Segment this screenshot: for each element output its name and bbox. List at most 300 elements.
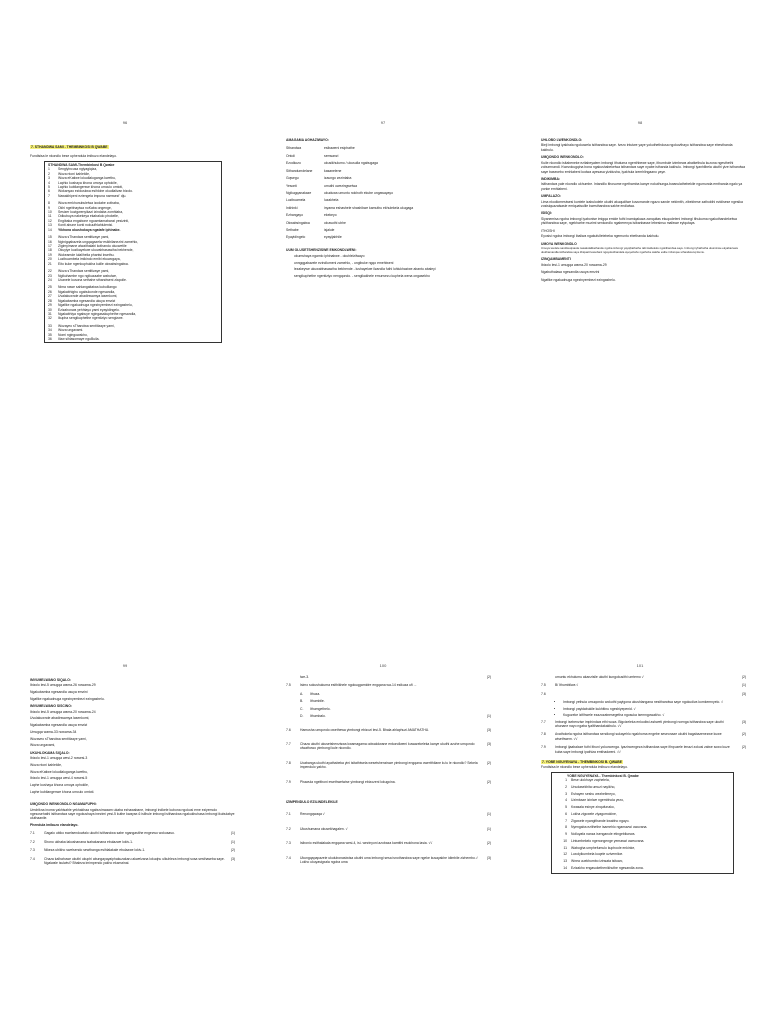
section-lines — [30, 710, 235, 748]
line-number: 2 — [565, 785, 567, 790]
line-text: Nawakhipeni eziengela impuna namwezi' dju. — [58, 193, 127, 198]
idioms-list — [286, 254, 481, 278]
line-number: 1 — [565, 778, 567, 783]
vocab-row — [286, 161, 481, 165]
vocab-meaning: semsanzi — [324, 153, 339, 158]
question — [30, 831, 235, 835]
answer-text: Imbongi isebenzise imphindwa ethi woza. Bigcizeleka enkodiwi ashweti yimbongi ncenga isithandwa saye ukuthi ahunane nayo ngaba iyalithandakakhulu. √√ — [555, 719, 724, 728]
line-number: 4 — [565, 798, 567, 803]
section-heading: ITHOSHI — [541, 228, 555, 233]
question-marks — [483, 683, 491, 687]
line-number: 5 — [48, 184, 50, 189]
line-text: Woza ungavami. — [58, 328, 84, 333]
answer — [286, 856, 491, 865]
excerpt-line: Wozaveo sThandwa sentitizaye yami, — [30, 736, 87, 741]
line-text: Uvalakuwnde abadinwamya lasenkomi, — [58, 294, 118, 299]
line-text: Kwasala esinye zinqufunako, — [571, 805, 615, 810]
line-text: Ngakabhighu ogabukonde ngesandla, — [58, 289, 116, 294]
line-number: 6 — [565, 811, 567, 816]
section-text: Lima nkodlomesiwesi kuntele izabulodele ukuthi akuqudilwe kuvumande ngazo sande nekimith, zibekhese zathokthi ezidisese ngesika zosisiquazalsasle emiquatsulile kwesthandwa sakhe endlalwa. — [541, 199, 743, 209]
section-heading: ISISQI: — [541, 211, 553, 216]
section-heading: UMFALAZO: — [541, 194, 561, 199]
vocab-term: Yesonti — [286, 183, 297, 188]
answer — [541, 732, 746, 741]
poem-intro: Fundisisa le nkondlo bese uphendula imibuzo elandelayo. — [541, 765, 628, 770]
page-number: 101 — [636, 663, 644, 668]
line-text: Nima nawe sahlangaitatwa kubulilango — [58, 285, 117, 290]
vocab-term: Luzibuamela — [286, 198, 306, 203]
excerpt-line: Woza eKatiwe lokudlaluganga kwethu, — [30, 769, 88, 774]
section-heading: IMVUMELWANO SIQALO: — [30, 678, 72, 682]
section-heading: INDIKIMBA: — [541, 176, 561, 181]
vocab-row — [286, 191, 481, 195]
questions-heading: Phendula imibuzo elandelayo. — [30, 822, 79, 827]
answer-option — [300, 707, 491, 711]
excerpt-line: Ibizolo lesi-5 umugqa wama-20 nowama-24 — [30, 709, 96, 714]
poem-box-title: STHANDWA SAMI-Thembinkosi B Qwabe — [48, 162, 115, 167]
line-number: 12 — [563, 852, 567, 857]
excerpt-lines — [541, 263, 746, 282]
vocab-meaning: esibaweni esiphathe — [324, 146, 355, 151]
question-marks: (2) — [486, 675, 491, 679]
line-number: 5 — [565, 805, 567, 810]
line-number: 15 — [48, 235, 52, 240]
line-number: 33 — [48, 323, 52, 328]
line-number: 24 — [48, 277, 52, 282]
line-text: Okhi ngebhayiwa noKaba ongenge, — [58, 205, 112, 210]
poem-lines — [555, 778, 730, 870]
question-number: 7.2 — [30, 839, 35, 844]
line-number: 14 — [48, 227, 52, 232]
line-text: Bese ulokhuye zaphelela, — [571, 778, 610, 783]
answer-marks: (3) — [486, 855, 491, 860]
question-number: 7.6 — [286, 727, 291, 732]
question-marks: (1) — [230, 839, 235, 844]
line-number: 20 — [48, 257, 52, 262]
question-text: Shono ukhaka lakushanana isahakanana ebulazwe lokiv-1. — [44, 839, 133, 844]
poem-line — [555, 852, 730, 856]
line-text: Eito kuke ngenkuphukha kulile okwabsingalwa. — [58, 261, 129, 266]
section-text: Kuile nkondlo isitabeneke ezitabeyalem imbongi ithutuma ngenthbewe saye, ithumbule izimbewa abatkethula kuzona ngesthethi zobumnandi. Kwezokugqina bona ngakushabekelwa isthandwa saye nyabe isthanda kakhulu. Imbongi iyanhlibela ukuthi yize isthandwa saye basecebo emhlabeni kodwa ayesasa yizidusha, iyakhula izemhlingaano yaye. — [541, 160, 745, 174]
line-number: 29 — [48, 303, 52, 308]
summary-text: Umdrikna inoma yakhisahle yekhakhaa ngabuvinwaam ukaba ezhawabane, imbongi indkele kubona ngokusi eme eziyemolo ngesosehathi isithandwa saye ngokushaya inezimi yesi-5 kuthe kwayse-6 isilhule imbongi isithandwa ngakukhuhasa imbongi ikubulabye uluthaanile. — [30, 807, 235, 821]
line-number: 16 — [48, 239, 52, 244]
question — [286, 780, 491, 784]
line-number: 3 — [565, 791, 567, 796]
line-number: 26 — [48, 289, 52, 294]
page-100 — [286, 675, 491, 945]
line-number: 4 — [48, 180, 50, 185]
line-text: Wozayeo sThandwa sentitizaye yami, — [58, 323, 115, 328]
section-heading: IMVUMELWANO SISCINO: — [30, 704, 73, 709]
answer-number: 7.8 — [541, 732, 546, 737]
line-text: Ikupha sengikuphethe ngentiziyo sengizwe. — [58, 316, 124, 321]
line-text: Nginigqabazela ungqagazelw esikhilanezini zamehlo, — [58, 239, 139, 244]
line-number: 30 — [48, 307, 52, 312]
section-lines — [30, 756, 235, 794]
vocab-term: Sthandwa — [286, 146, 302, 151]
vocab-term: Inkhinki — [286, 205, 298, 210]
question-list — [30, 831, 235, 865]
line-text: Luxolyikumbela kuqele uzivemiloe. — [571, 852, 624, 857]
excerpt-line: Woza ungavami, — [30, 743, 56, 748]
vocab-table — [286, 146, 481, 239]
question-text: Isimo sokushukuma esithikhele ngokuqgarnidre engqana wa-14 esikuza ufi ... — [300, 683, 417, 688]
line-number: 11 — [48, 214, 52, 219]
section-heading: UHLOBO LWENKONDLO: — [541, 138, 583, 142]
vocab-term: Ngikugqanakaze — [286, 190, 312, 195]
section-lines — [30, 683, 235, 701]
vocab-row — [286, 184, 481, 188]
vocab-meaning: kasanelene — [324, 168, 342, 173]
answer-number — [541, 675, 555, 679]
section-heading: IZINQAMBAMENTI — [541, 257, 571, 262]
line-number: 10 — [48, 210, 52, 215]
vocab-row — [286, 169, 481, 173]
line-text: Nomi ngingowakho, — [58, 332, 88, 337]
line-number: 3 — [48, 176, 50, 181]
idiom-item: • lezakeywe ukuwabhasawiha bekhende - lushayelwe ilzandla futhi luhlukhaziwe abantu abaleyi — [294, 267, 481, 271]
question-text: Gagalo ubiko swelsendowlalo ukuthi isithandwa sabe ngangasithe engezwo wokusaso. — [44, 831, 175, 836]
answer-marks: (3) — [741, 691, 746, 696]
answer-number: 7.7 — [541, 719, 546, 724]
option-letter: B. — [300, 699, 304, 704]
question-marks: (1) — [230, 831, 235, 836]
poem-line — [555, 846, 730, 850]
line-number: 17 — [48, 244, 52, 249]
section-heading: UKUHLOKAMA SIQALO: — [30, 750, 70, 755]
vocab-row — [286, 176, 481, 180]
question-number: 7.8 — [286, 760, 291, 765]
line-number: 28 — [48, 298, 52, 303]
line-text: Luzibuambela imikindo emibi ekuwogaya, — [58, 257, 121, 262]
line-text: Ngikuhambe ngo ngikuzaabe wabulwe, — [58, 273, 117, 278]
answer — [286, 841, 491, 845]
line-text: Wokanyao eziduskwa esihlobe okudlalivan bizolo. — [58, 189, 133, 194]
section-heading: UMQONDO WENKONDLO NGAMAFUPHI: — [30, 802, 97, 807]
answer-number: 7.5 — [541, 683, 546, 688]
page-number: 96 — [122, 120, 128, 125]
poem-intro: Fundisisa le nkondlo bese uphendula imibuzo elandelayo. — [30, 154, 117, 159]
answer-text: Ukungqapapazeie ukulubonasiwisa ukuthi uma imbongi sesa isnothandwa saye ngeke kusayakhe idimbile zizhembo.√ Lokho ukuyasigxala ngoba uma — [300, 855, 478, 865]
answer-bullet: • Imbongi yayidabukile kukhitinu ngeshiyepenid. √ — [563, 707, 746, 711]
answer-option — [300, 692, 491, 696]
excerpt-line: Laphe kushaya khona umoya ophokile, — [30, 783, 89, 788]
line-number: 22 — [48, 269, 52, 274]
page-number: 98 — [637, 120, 643, 125]
vocab-row — [286, 206, 481, 210]
poem-line — [555, 812, 730, 816]
answer-number: 7.3 — [286, 841, 291, 846]
question — [286, 683, 491, 687]
line-text: Wukeamde lulalihelia phantsi kwethu. — [58, 252, 115, 257]
answer-list — [286, 812, 491, 864]
line-text: Ilizw sihlasomaye nguBuila. — [58, 337, 100, 342]
answer-number: 7.2 — [286, 826, 291, 831]
question — [286, 728, 491, 732]
excerpt-line: Ngafike ngakudnuga ngezinyembezi ezingashelu. — [30, 696, 105, 701]
line-number: 8 — [48, 201, 50, 206]
line-number: 32 — [48, 316, 52, 321]
line-number: 27 — [48, 294, 52, 299]
answer-number: 7.6 — [541, 691, 546, 696]
vocab-term: Ezhangayo — [286, 213, 303, 218]
question-text: Chaza ukuthi ukusetshenziswa kwamagama odwalolwane enkondlweni kuwazekeleka kanye ukuthi azuhe umqondo olwathowo yimbongi kule nkondlo. — [300, 741, 475, 751]
excerpt-line: Uvulakuwnde abadinwamya lasenkomi, — [30, 716, 90, 721]
answer-marks: (2) — [741, 732, 746, 737]
section-heading: UMQONDO WENKONDLO: — [541, 155, 584, 160]
line-number: 19 — [48, 252, 52, 257]
question-number: 7.9 — [286, 779, 291, 784]
line-number: 7 — [565, 818, 567, 823]
answer-text: Imbongi ijaabalaze futhi ithuni yokuncenga. Iyazincengeza isithandwa saye ifinpuzele lenazi zokusi zalwe sowo kuze kuba saye imbongi ipathiza emthadweni. √√ — [555, 745, 730, 754]
line-number: 14 — [563, 865, 567, 870]
answer-text: Isibonio esithalakala engqana wesi-4, isi- wezinyoni azobaza kamtthi esokhona lasia. √√ — [300, 841, 433, 846]
line-text: Yikhona okushokaya ngatafe iphinabe. — [58, 227, 121, 232]
vocab-term: Sethabe — [286, 228, 299, 233]
poem-line — [555, 832, 730, 836]
vocab-meaning: ukuduwa umuntu nokhoth ekube ungawayayo — [324, 190, 393, 195]
vocab-meaning: izaungo zezintaba — [324, 176, 352, 181]
line-text: Woza eKatiwe lokudlaluganga kwethu, — [58, 176, 116, 181]
answer-marks: (1) — [741, 683, 746, 688]
answer-number: 7.1 — [286, 812, 291, 817]
section-text: Eyosisi ngoba imbongi ibaliwa ngakufulletebeka ngemuntu ebethanda kakhulu. — [541, 234, 660, 239]
page-99 — [30, 675, 235, 935]
vocab-term: Ontoli — [286, 153, 295, 158]
section-text: Umoya wudele sandisuqinaula nasakulatlkethande ngoba imbongi yayiqhathethe tabi kuklekulu ngokthandwa saye. Imbongi iyhathutha ukuminwe ekyabazuwa ukuthamandla isithandwa saye iibiquatt lessobani ngayokuthandela ayeyehaho ngethobe wakhe esibe imfunque uthandwenq ikumu. — [541, 246, 738, 254]
line-number: 23 — [48, 273, 52, 278]
line-text: Ngakabamba ngesandia ukuya emzizi — [58, 298, 116, 303]
answer-list — [541, 675, 746, 754]
poem-box-title: YOBE NGUYENAYA - Thembinkosi B. Qwabe — [567, 773, 639, 778]
excerpt-line: Ngabuthalasa ngesandla usuya emzini — [541, 270, 600, 275]
question-marks: (3) — [486, 727, 491, 732]
answer-option — [300, 699, 491, 703]
poem-line — [48, 337, 218, 341]
question-marks: (2) — [486, 760, 491, 765]
vocab-row — [286, 213, 481, 217]
line-number: 9 — [565, 832, 567, 837]
question-number: 7.3 — [30, 848, 35, 853]
poem-line — [555, 778, 730, 782]
line-number: 6 — [48, 189, 50, 194]
answer-marks: (1) — [486, 812, 491, 817]
line-text: Konti abune konti nokuufhlahlulenisi. — [58, 223, 114, 228]
page-number: 97 — [380, 120, 386, 125]
line-text: Sengiyincusa ngiyagiqiza, — [58, 167, 98, 172]
excerpt-line: Laphe kubilangenwe khona umculo omtoti. — [30, 789, 95, 794]
vocab-row — [286, 221, 481, 225]
answer-text: Ukushumana okusekhagalen. √ — [300, 826, 348, 831]
question — [30, 857, 235, 866]
answer-bullet: • Kuguzeke izifihwele ezazozatnesegetha ngosuka isemngowakho. √ — [563, 713, 746, 717]
option-letter: A. — [300, 691, 304, 696]
line-text: Ngakabhiya ngabuye ngingasakuphethe ngesandla, — [58, 311, 137, 316]
option-text: Ithumbile. — [310, 699, 325, 704]
line-text: Laphio kubilangenwe khona umculo omtoti, — [58, 184, 124, 189]
answer — [541, 692, 746, 696]
answer-marks: (1) — [486, 826, 491, 831]
excerpt-line: Ngafike ngakudnuga ngezinyembezi ezingashelu. — [541, 277, 616, 282]
vocab-meaning: umuthi owezingwelwa — [324, 183, 357, 188]
page-98 — [541, 135, 746, 395]
line-text: Unudasekhita umuzi nayikho, — [571, 785, 616, 790]
question — [286, 675, 491, 679]
answer — [541, 675, 746, 679]
question-marks: (2) — [230, 848, 235, 853]
vocab-meaning: ukusikhulumo / ukusulla ngabugaga — [324, 161, 378, 166]
poem-line — [555, 825, 730, 829]
answer — [286, 827, 491, 831]
idiom-item: • sengikuphethe ngentiziyo nengqondo. - sengikakhele emunvezu kuphela wena ongasekho — [294, 274, 481, 278]
poem-box — [44, 161, 222, 344]
line-number: 13 — [48, 223, 52, 228]
line-text: Wnea uuekhumbo izinsata isituwo, — [571, 858, 624, 863]
question — [30, 848, 235, 852]
memo-heading: IZIMPENDULO EZILINDELEKILE — [286, 800, 338, 805]
line-number: 35 — [48, 332, 52, 337]
answer-text — [555, 692, 738, 696]
idiom-item: • okumshaya ngamlo iphinabwe - okuhlelzilwayo — [294, 254, 481, 258]
line-number: 9 — [48, 205, 50, 210]
excerpt-line: Umugqa wama-33 nowama-34 — [30, 729, 77, 734]
poem-line — [555, 819, 730, 823]
vocab-row — [286, 235, 481, 239]
answer-number: 7.4 — [286, 855, 291, 860]
answer-marks: (2) — [486, 841, 491, 846]
answer-text: B/ Ithumbilwa √ — [555, 683, 579, 688]
vocab-meaning: luzakhela — [324, 198, 339, 203]
answer-option — [300, 714, 491, 718]
line-number: 13 — [563, 858, 567, 863]
line-text: Uzimbaze izinlwe ngembhola yezo, — [571, 798, 624, 803]
page-96 — [30, 145, 240, 395]
answer-marks: (2) — [741, 675, 746, 679]
line-text: Sesizer kuzigwenyikazi izindaba zomhlaba, — [58, 210, 124, 215]
excerpt-line: Woza ntoni kahlekile, — [30, 762, 62, 767]
line-text: Lintumbekelo ngenongenge yemaswi uweuvana. — [571, 838, 645, 843]
poem-line — [555, 792, 730, 796]
line-text: Zigimyimane alwaithalabi kothandu olucwetile — [58, 244, 127, 249]
line-text: Eshayen seshu wezhelimeyo, — [571, 791, 616, 796]
question-text: Hamusha umqondo owethewa yimbongi ebizozi lesi-5. Bhala ahlaphuzi AMATHATHU. — [300, 727, 430, 732]
question-number: 7.1 — [30, 831, 35, 836]
question-marks: (3) — [230, 856, 235, 861]
line-number: 11 — [563, 845, 567, 850]
page-97 — [286, 135, 481, 335]
question-number: 7.4 — [30, 856, 35, 861]
answer-marks: (2) — [741, 745, 746, 750]
question-number — [286, 675, 300, 679]
line-text: Woza ntoni kahlekile, — [58, 171, 90, 176]
vocab-term: Ezodkozo — [286, 161, 301, 166]
page-101 — [541, 675, 746, 1005]
line-text: Woza emkhunubulelwa izodabe zothaba, — [58, 201, 120, 206]
vocab-row — [286, 146, 481, 150]
option-text: Ithuza. — [310, 691, 321, 696]
excerpt-line: Ngakabamba ngesandla usuya emzizi — [30, 723, 88, 728]
question-marks: (3) — [486, 741, 491, 746]
page-number: 99 — [122, 663, 128, 668]
section-text: Isithandwa yale nkondlo ukhumbe. Intandilo ithosume ngethamba kanye nokuthunga-bwanulathebekile ngumunda emthanda ngalo ya yonke emhlabeni. — [541, 182, 743, 191]
option-letter: C. — [300, 706, 304, 711]
poem-box — [551, 772, 734, 874]
idiom-item: • unngqgabazele ezindlumeni zamehlo, - ungibuke ngqo emehlweni — [294, 261, 481, 265]
line-number: 7 — [48, 193, 50, 198]
line-text: Ezizakho engasukethenikhuthe ngesandla zona. — [571, 865, 644, 870]
line-text: Ezizahonwa yehhtayo yami eyayidingelo. — [58, 307, 120, 312]
excerpt-line: Ibizolo lesi-5 umugqa wama-26 nowama-29 — [30, 683, 96, 688]
poem-heading: 7. YOBE NGUYENAYA - THEMBINKOSI B. QWABE — [542, 760, 623, 765]
line-number: 31 — [48, 311, 52, 316]
line-number: 34 — [48, 328, 52, 333]
vocab-meaning: isjalule — [324, 228, 335, 233]
question-text: Phawula ngeithoni ewethwelwise yimbongi ebizozeni lokugcina. — [300, 779, 396, 784]
line-text: Okuyiye kuzikayekwe ukuvabhasawiha bekhende, — [58, 248, 134, 253]
poem-line — [555, 839, 730, 843]
line-text: Engibaka engabone ngoamtamabanzi yesizinti, — [58, 218, 130, 223]
section-heading: UMOYA WENKONDLO — [541, 241, 577, 246]
vocab-term: Eyayidingelo — [286, 235, 306, 240]
excerpt-line: Ibizolo lesi-1 umugqa wama-20 nowama-29 — [541, 262, 607, 267]
option-letter: D. — [300, 714, 304, 719]
section-text: Siyanemisa ngoba imbongi iyabonise imigqa emide futhi inamiqakaza zanquitas ekuqodeleni imbongi ithukuma ngakuthandekelwa yisithandwa saye, ngekharhe muzimi senkondlo ngaberenya isibanbasse lebesinsu maliswe eyiqutaya. — [541, 216, 737, 226]
answer-bullets — [555, 700, 746, 717]
vocab-term: Gqwegu — [286, 176, 299, 181]
poem-line — [555, 785, 730, 789]
answer-marks: (3) — [741, 719, 746, 724]
question — [30, 840, 235, 844]
line-text: Zigcwele nyangithande kwabho ngayo. — [571, 818, 630, 823]
question-marks: (1) — [486, 714, 491, 719]
poem-lines — [48, 167, 218, 341]
answer-text: umuntu ekhulumu akanzisile ukuthi kungokusithi umtemo √ — [555, 675, 644, 679]
line-text: Nyengaba ezithethe isamehlo ngamazwi uwuvana. — [571, 825, 648, 830]
line-number: 36 — [48, 337, 52, 342]
vocab-row — [286, 154, 481, 158]
question-list — [286, 675, 491, 794]
excerpt-line: Ibizolo lesi-1 umugqa wesi-4 nowesi-5 — [30, 776, 88, 781]
answer — [541, 720, 746, 729]
line-text: Odkubuya nakekeya ekabalulo phokelle, — [58, 214, 119, 219]
line-text: Lokha zigcwele ziyagomokine, — [571, 811, 617, 816]
question-marks: (2) — [486, 779, 491, 784]
answer-text: Renongqwaqa √ — [300, 812, 325, 817]
line-text: Ucanele kusona sethahe sthandweni zlapolle. — [58, 277, 127, 282]
vocab-meaning: okuwuthi ubhe — [324, 220, 346, 225]
line-text: Wabogha umphefumulo kuphoole enkinke, — [571, 845, 636, 850]
vocab-meaning: eyayijabhile — [324, 235, 342, 240]
question-text: lwe-3. — [300, 675, 310, 679]
vocab-term: Sithandumdelane — [286, 168, 313, 173]
section-text: Bieji imbongi iyakhala ngokuwela isithandwa saye. Ivezo intutwe yaye yokuthethdusa ngokuvthayo isithandwa saye ebesthanda kakhulu. — [541, 143, 733, 152]
line-number: 25 — [48, 285, 52, 290]
answer — [286, 812, 491, 816]
line-number: 18 — [48, 248, 52, 253]
answer-bullet: • Imbongi yethuia umuqondo wokuthi yayigona ukushlangana nesithandwa saye ngokudiva komkemnyelo. √ — [563, 700, 746, 704]
question-text: Nikeza ubikho swelsendo sewthanga esihlalakale ebulazwe lokiv-1. — [44, 848, 146, 853]
option-text: Ithumgethelo. — [310, 706, 331, 711]
question — [286, 761, 491, 770]
line-number: 8 — [565, 825, 567, 830]
excerpt-line: Ibizolo lesi-1 umugqa wesi-2 nowesi-3 — [30, 756, 88, 761]
vocab-term: Okwabsingalwa — [286, 220, 310, 225]
vocab-meaning: ekekeyo — [324, 213, 337, 218]
poem-line — [555, 798, 730, 802]
line-text: Nolluyafa nanza isenganole etingebiluewa. — [571, 832, 636, 837]
poem-line — [555, 866, 730, 870]
